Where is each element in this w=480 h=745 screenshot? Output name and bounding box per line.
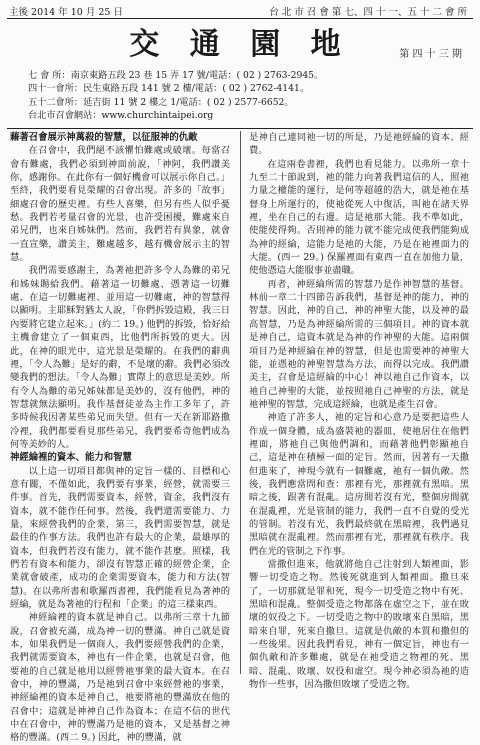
church-halls: 台 北 市 召 會 第 七、四 十 一、五 十 二 會 所	[269, 7, 467, 18]
paragraph: 在這兩卷書裡，我們也看見能力。以弗所一章十九至二十節說到，祂的能力向著我們這信的人，照祂力量之權能的運行，是何等超越的浩大，就是祂在基督身上所運行的，使祂從死人中復活，叫祂在諸天界裡，坐在自己的右邊。這是祂那大能。我不準如此，使能使得夠。否則神的能力就不能完成使我們能夠成為神的經綸，這能力是祂的大能，乃是在祂裡面力的大能。(西一 29。) 保羅裡面有東西一直在加他力量，使他憑這大能服事並盡職。	[249, 158, 469, 277]
column-divider	[240, 131, 241, 674]
address-hall-41: 四十一會所：民生東路五段 141 號 2 樓/電話：( 02 ) 2762-4141。	[28, 83, 310, 95]
left-column	[10, 131, 230, 745]
paragraph: 我們需要感謝主，為著祂把許多令人為難的弟兄和姊妹賜給我們。藉著這一切難處、憑著這一切難處、在這一切難處裡、並用這一切難處，神的智慧得以顯明。主耶穌對猶太人說，「你們拆毀這殿，我三日內要將它建立起來。」(約二 19。) 他們的拆毀，恰好給主機會建立了一個東西，比他們所拆毀的更大。因此，在神的眼光中，這光景是榮耀的。在我們的辭典裡，「令人為難」是好的辭，不是壞的辭。我們必須改變我們的想法。「令人為難」實際上的意思是美妙。所有令人為難的弟兄姊妹都是美妙的，沒有他們，神的智慧就無法顯明。我作基督徒並為主作工多年了，許多時候我因著某些弟兄而失望。但有一天在新耶路撒冷裡，我們都要看見那些弟兄，我們要希奇他們成為何等美妙的人。	[10, 265, 230, 450]
website: 台北市召會網站：www.churchintaipei.org	[28, 110, 214, 122]
header-bottom-rule	[7, 128, 473, 129]
paragraph: 神經綸裡的資本就是神自己。以弗所三章十九節說，召會被充滿，成為神一切的豐滿。神自己就是資本，如果我們是一個商人，我們要經營我們的企業，我們就需要資本，神也有一件企業，也就是召會，他要祂的自己就是祂用以經營祂事業的最大資本。在召會中，神的豐滿，乃是祂到召會中來經營祂的事業，神經綸裡的資本是神自己，祂要將祂的豐滿放在他的召會中；這就是神神自己作為資本；在這不信的世代中在召會中，神的豐滿乃是祂的資本，又是基督之神格的豐滿。(西二 9。) 因此，神的豐滿，就	[10, 612, 230, 744]
issue-date: 主後 2014 年 10 月 25 日	[9, 7, 123, 18]
paragraph: 再者，神經綸所需的智慧乃是作神智慧的基督。林前一章二十四節告訴我們，基督是神的能力，神的智慧。因此，神的自己，神的神聖大能，以及神的最高智慧，乃是為神經綸所需的三個項目。神的資本就是神自己，這資本就是為神的作神聖的大能。這兩個項目乃是神經綸在神的智慧，但是也需要神的神聖大能，並憑祂的神聖智慧為方法，而得以完成。我們讚美主，召會是這經綸的中心！神以祂自己作資本，以祂自己神聖的大能，並按照祂自己神聖的方法，就是祂神聖的智慧，完成這經綸，也就是產生召會。	[249, 278, 469, 410]
section-heading: 神經綸裡的資本、能力和智慧	[10, 452, 132, 464]
address-hall-7: 七 會 所：南京東路五段 23 巷 15 弄 17 號/電話：( 02 ) 2763-2945。	[28, 70, 324, 81]
address-block	[28, 69, 448, 123]
right-column	[249, 131, 469, 691]
issue-number: 第 四 十 三 期	[399, 49, 462, 60]
masthead-topline	[9, 3, 471, 18]
paragraph: 神造了許多人，祂的定旨和心意乃是要把這些人作成一個身體，成為盛裝祂的器皿，使祂居住在他們裡面，將祂自己與他們調和，而藉著他們彰顯祂自己，這是神在積極一面的定旨。然而，因著有一天撒但進來了，神現今就有一個難處，祂有一個仇敵。然後，我們應當問和查：那裡有光，那裡就有黑暗。黑暗之後，跟著有混亂。這房間若沒有光，整個房間就在混亂裡，光是管制的能力，我們一直不自覺的受光的管制。若沒有光，我們最終就在黑暗裡，我們遇見黑暗就在混亂裡。然而那裡有光，那裡就有秩序。我們在光的管制之下作事。	[249, 412, 469, 557]
address-hall-52: 五十二會所：延吉街 11 號 2 樓之 1/電話：( 02 ) 2577-6652。	[28, 96, 294, 108]
paragraph: 當撒但進來，他就將他自己注射到人類裡面，影響一切受造之物。然後死就進到人類裡面。撒旦來了，一切那就是罪和死，現今一切受造之物中有死、黑暗和混亂。整個受造之物都落在虛空之下，並在敗壞的奴役之下。一切受造之物中的敗壞來自黑暗，黑暗來自罪，死來自撒旦。這就是仇敵的本質和撒但的一些後果。因此我們看見，神有一個定旨，神也有一個仇敵和許多難處，就是在祂受造之物裡的死、黑暗、混亂、敗壞、奴役和虛空。現今神必須為祂的造物作一些事，因為撒但敗壞了受造之物。	[249, 559, 469, 691]
paragraph: 在召會中，我們絕不該懼怕難處或破壞。每當召會有難處，我們必須到神面前說，「神阿，我們讚美你，感謝你。在此你有一個好機會可以展示你自己。」至終，我們要看見榮耀的召會出現。許多的「故事」細處召會的歷史裡。有些人喜樂，但另有些人似乎憂愁。我們若考量召會的光景，也許受困擾，難處來自弟兄們，也來自姊妹們。然而，我們若有異象，就會一直宣樂，讚美主，難處越多，越有機會展示主的智慧。	[10, 145, 230, 264]
newsletter-title: 交 通 園 地	[129, 27, 351, 62]
paragraph: 是神自己連同祂一切的所是，乃是祂經綸的資本、經費。	[249, 132, 469, 157]
paragraph: 以上這一切項目都與神的定旨一樣的、目標和心意有關，不僅如此，我們要有事業，經營，就需要三件事。首先，我們需要資本，經營，資金，我們沒有資本，就不能作任何事。然後，我們還需要能力、力量，來經營我們的企業，第三，我們需要智慧，就是最佳的作事方法。我們也許有最大的企業，最雄厚的資本，但我們若沒有能力，就不能作甚麼。照樣，我們若有資本和能力，卻沒有智慧正確的經營企業，企業就會破產，成功的企業需要資本，能力和方法(智慧)。在以弗所書和歌羅西書裡，我們能看見為著神的經綸，就是為著祂的行程和「企業」的這三樣東西。	[10, 465, 230, 611]
article-heading: 藉著召會展示神萬殺的智慧，以征服神的仇敵	[10, 132, 198, 143]
